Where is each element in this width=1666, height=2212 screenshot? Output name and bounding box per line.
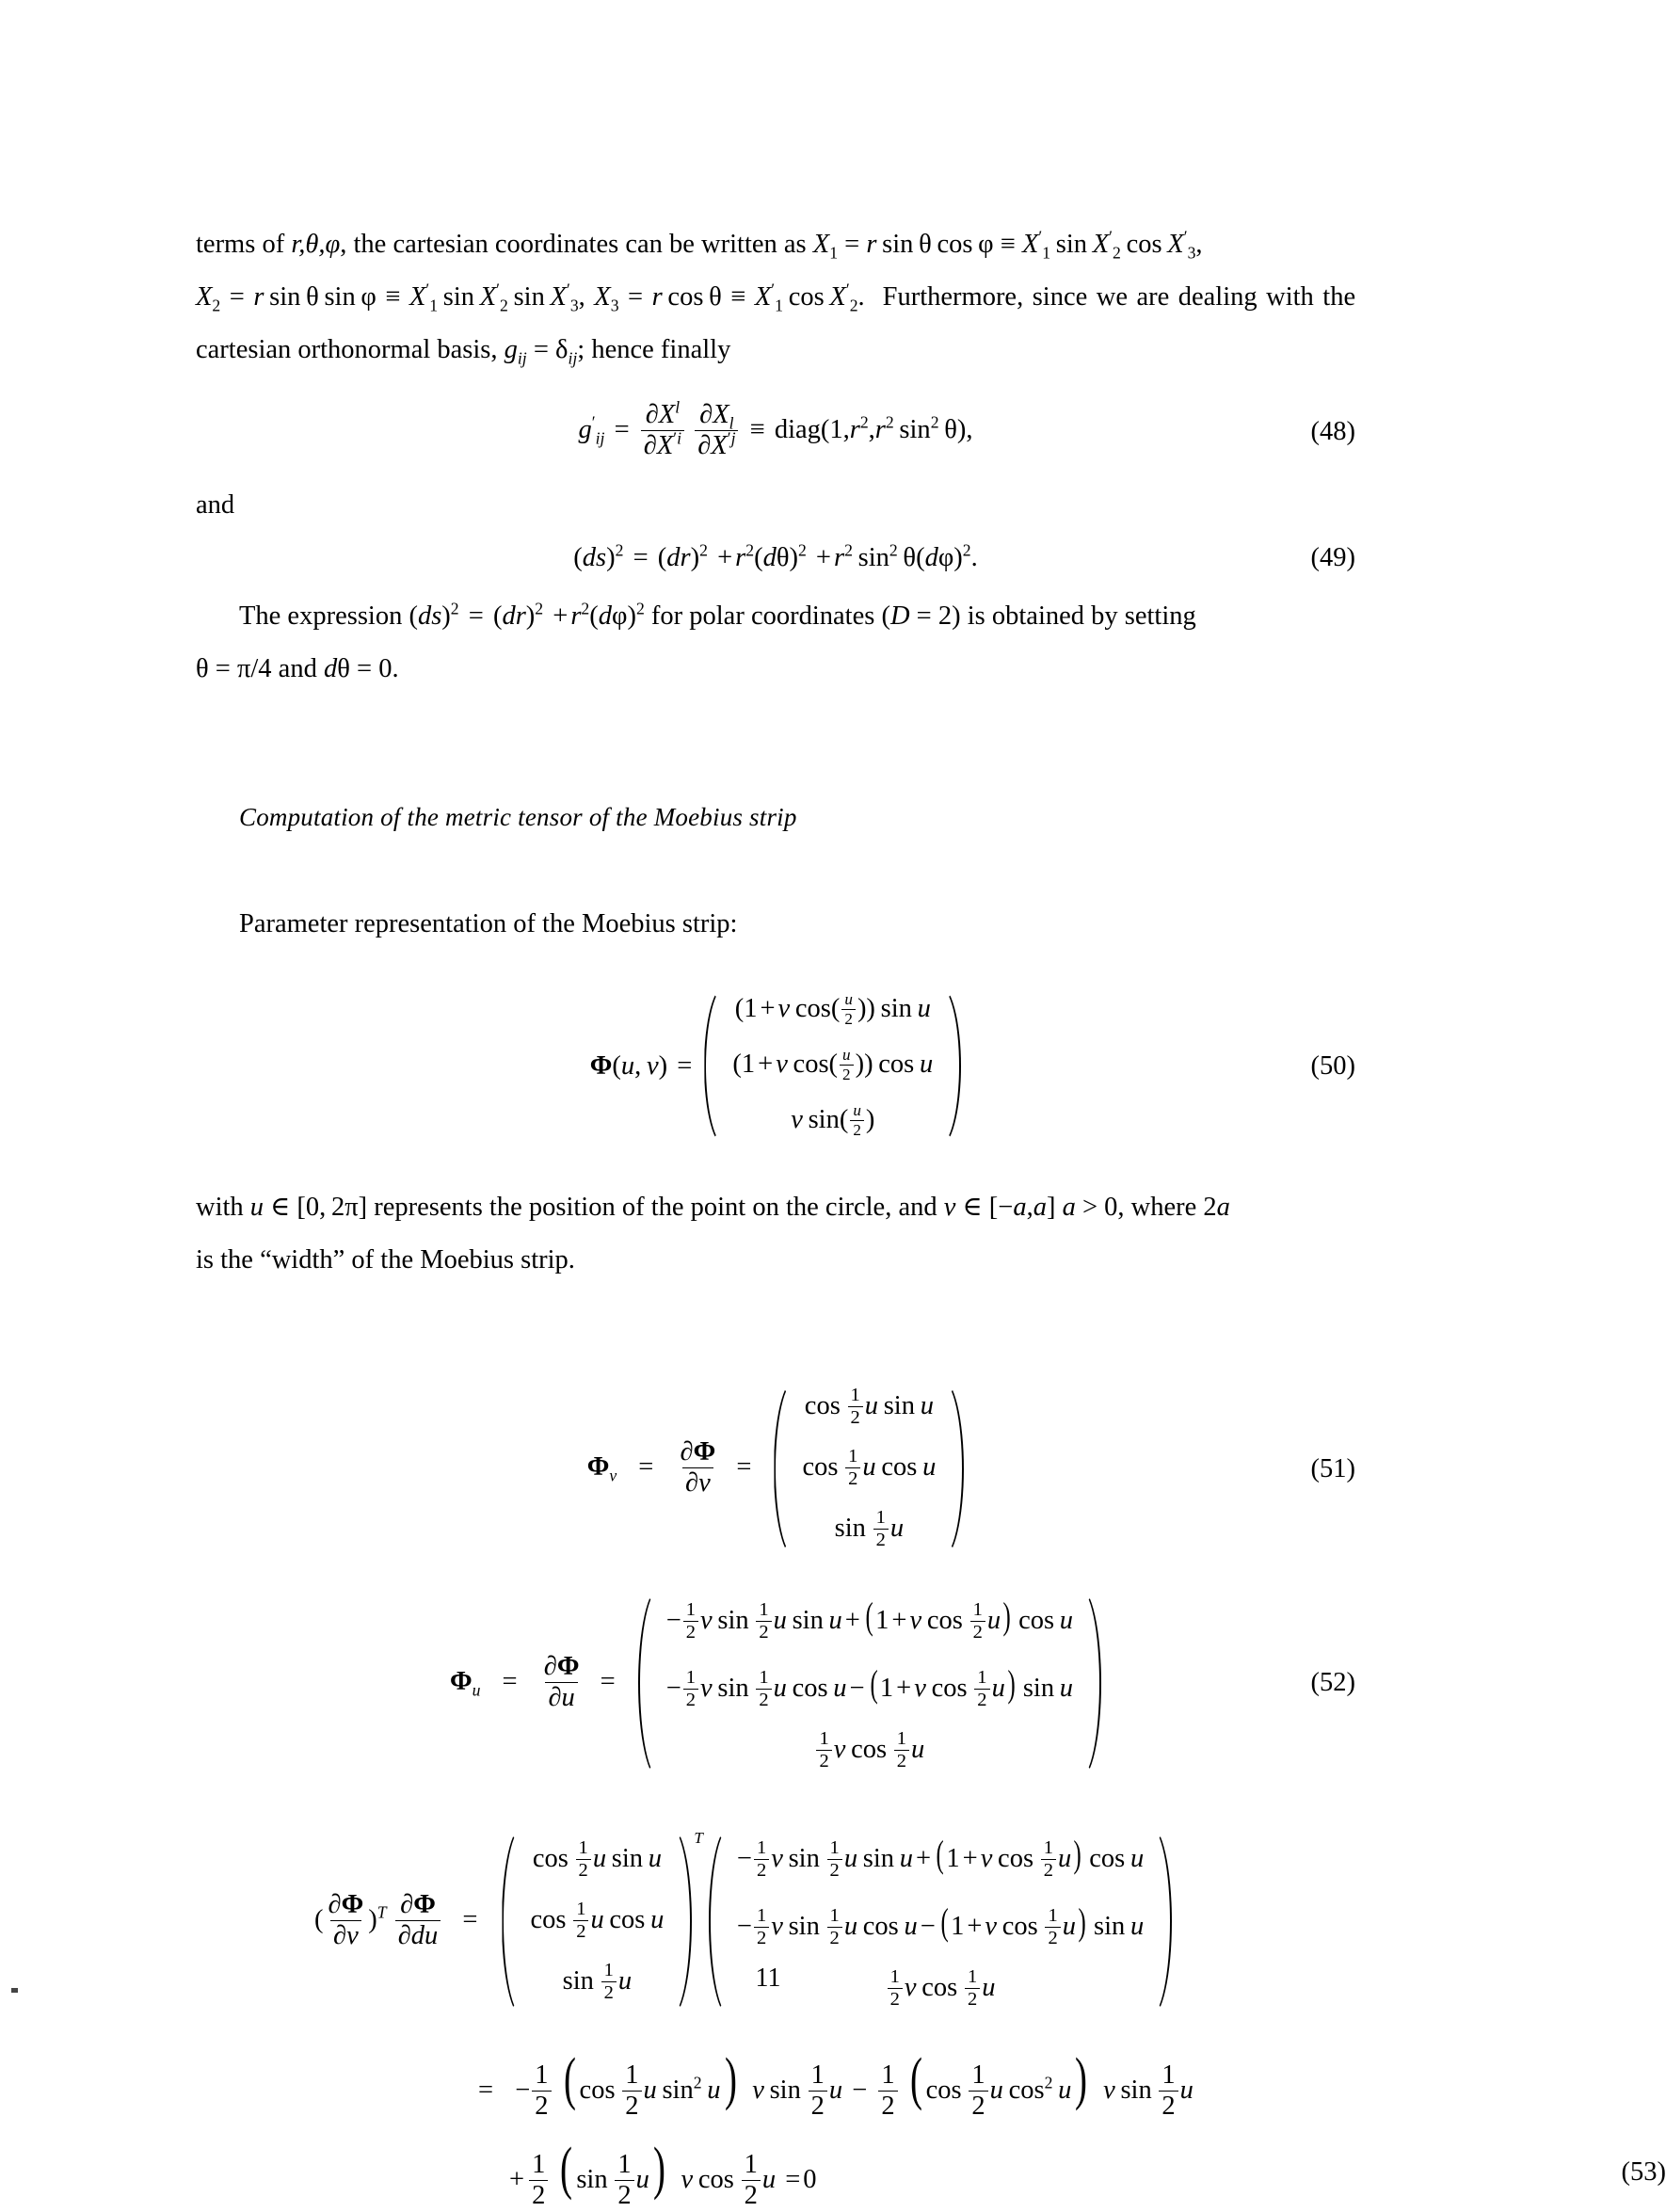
eq53b-row-1: − $\frac{1}{2}$ v sin $\frac{1}{2}$ u sin u + (1 + v cos $\frac{1}{2}$ u) cos u	[736, 1832, 1145, 1881]
eq-x3-inline: $X_3 = r$ $\cos \theta \equiv X'_1$ $\cos X'_2$.	[594, 280, 874, 315]
equation-50	[196, 983, 1355, 1149]
eq51-row-2: cos $\frac{1}{2}$ u cos u	[802, 1446, 937, 1489]
eq53a-row-3: sin $\frac{1}{2}$ u	[562, 1959, 633, 2003]
equation-48-number: (48)	[1310, 416, 1355, 446]
and-label: and	[196, 490, 235, 520]
p2-lead: The expression	[239, 601, 403, 631]
equation-53-number: (53)	[1621, 2157, 1666, 2188]
equation-48-body: $g'_{ij}$ = $\frac{\partial X^l}{\partial X^{'i}}$ $\frac{\partial X_l}{\partial X^{'j}}$ ≡ $diag(1,r^2,r^2$ $\sin^2 \theta$),	[578, 397, 973, 460]
eq50-paren-right	[940, 983, 961, 1149]
page-content	[196, 218, 1666, 2212]
eq52-matrix	[659, 1585, 1081, 1782]
eq50-paren-left	[704, 983, 725, 1149]
eq53-transpose-exponent: T	[694, 1828, 703, 1847]
eq52-derivative: $\frac{\partial\Phi}{\partial u}$	[543, 1651, 580, 1712]
p1-tail: Furthermore, since we are dealing	[873, 282, 1258, 312]
p4-a-positive: a > 0,	[1062, 1193, 1125, 1222]
section-heading: Computation of the metric tensor of the Moebius strip	[239, 803, 797, 831]
eq48-frac-2: $\frac{\partial X_l}{\partial X^{'j}}$	[695, 400, 738, 461]
equation-50-number: (50)	[1310, 1050, 1355, 1081]
eq53-line3-body: + $\frac{1}{2}$ ( sin $\frac{1}{2}$ u) v cos $\frac{1}{2}$ u = 0	[509, 2134, 817, 2210]
p2-line2: θ = π/4 and dθ = 0.	[196, 654, 399, 683]
eq53b-row-3: $\frac{1}{2}$ v cos $\frac{1}{2}$ u	[886, 1959, 996, 2020]
equation-53-line-2	[196, 2044, 1638, 2123]
equation-49-number: (49)	[1310, 543, 1355, 572]
eq48-frac-1: $\frac{\partial X^l}{\partial X^{'i}}$	[641, 400, 684, 461]
eq53-line2-body: = − $\frac{1}{2}$ ( cos $\frac{1}{2}$ u $\sin^2 u$) v sin $\frac{1}{2}$ u − $\frac{1}{2}$ ( cos $\frac{1}{2}$ u $\cos^2 u$) v sin $\frac{1}{2}$ u	[478, 2044, 1193, 2121]
p2-tail: is obtained by setting	[967, 601, 1196, 631]
p1-lead: terms of	[196, 230, 285, 259]
p4-mid: represents the position of the point on the circle, and	[374, 1193, 937, 1222]
eq51-paren-left	[774, 1377, 794, 1561]
p4-lead: with	[196, 1193, 244, 1222]
p1-line3: with the cartesian orthonormal basis,	[196, 282, 1356, 364]
eq51-paren-right	[943, 1377, 964, 1561]
eq51-matrix	[794, 1377, 943, 1561]
eq53-dphi-ddu: $\frac{\partial\Phi}{\partial du}$	[395, 1890, 441, 1951]
p1-variables: r,θ,φ	[291, 230, 341, 259]
equation-49	[196, 540, 1355, 573]
paragraph-param-rep: Parameter representation of the Moebius strip:	[239, 909, 738, 938]
eq53-lhs: ( $\frac{\partial\Phi}{\partial v}$ )$^T$ $\frac{\partial\Phi}{\partial du}$ =	[314, 1889, 478, 1950]
p4-v-range: v ∈ [−a,a]	[943, 1193, 1056, 1222]
eq50-row-2: (1 + v cos( $\frac{u}{2}$ )) cos u	[732, 1046, 934, 1083]
page-number: 11	[755, 1964, 781, 1993]
eq50-row-1: (1 + v cos( $\frac{u}{2}$ )) sin u	[734, 990, 931, 1028]
eq52-paren-left	[638, 1585, 659, 1782]
p4-line2: is the “width” of the Moebius strip.	[196, 1245, 575, 1274]
equation-52	[196, 1585, 1355, 1782]
eq52-lhs: $\Phi_u$ = $\frac{\partial\Phi}{\partial u}$ =	[449, 1651, 616, 1712]
eq52-row-2: − $\frac{1}{2}$ v sin $\frac{1}{2}$ u cos u − (1 + v cos $\frac{1}{2}$ u) sin u	[665, 1661, 1074, 1710]
equation-52-body	[450, 1585, 1101, 1782]
eq52-row-1: − $\frac{1}{2}$ v sin $\frac{1}{2}$ u sin u + (1 + v cos $\frac{1}{2}$ u) cos u	[665, 1595, 1074, 1643]
p4-u-range: u ∈ [0, 2π]	[249, 1193, 368, 1222]
eq-x1-inline: $X_1 = r$ sin θ $\cos \varphi \equiv X'_1$ $\sin X'_2$ $\cos X'_3$,	[812, 227, 1203, 263]
eq-x2-inline: $X_2 = r$ sin θ $\sin \varphi \equiv X'_1$ $\sin X'_2$ $\sin X'_3$,	[196, 280, 595, 315]
eq50-row-3: v sin( $\frac{u}{2}$ )	[791, 1101, 875, 1139]
eq53a-row-2: cos $\frac{1}{2}$ u cos u	[530, 1898, 665, 1942]
p4-tail: where	[1130, 1193, 1197, 1222]
eq50-lhs: Φ(u, v) =	[589, 1050, 693, 1081]
equation-48	[196, 397, 1355, 462]
equation-53-line-3	[196, 2134, 1666, 2212]
eq52-row-3: $\frac{1}{2}$ v cos $\frac{1}{2}$ u	[814, 1721, 924, 1782]
paragraph-coordinates	[196, 218, 1355, 377]
eq52-paren-right	[1081, 1585, 1101, 1782]
p2-condition: (D = 2)	[881, 601, 961, 631]
p1-line3b: hence finally	[591, 335, 731, 364]
equation-49-body: $(ds)^2 = (dr)^2 + r^2(d\theta)^2 + r^2$ $\sin^2 \theta(d\varphi)^2$.	[573, 540, 978, 572]
eq51-lhs: $\Phi_v$ = $\frac{\partial\Phi}{\partial v}$ =	[586, 1437, 752, 1498]
paragraph-polar	[196, 590, 1355, 696]
eq50-matrix	[725, 983, 940, 1149]
eq53-dphi-dv: $\frac{\partial\Phi}{\partial v}$	[328, 1889, 364, 1950]
eq51-row-1: cos $\frac{1}{2}$ u sin u	[804, 1385, 934, 1428]
eq51-row-3: sin $\frac{1}{2}$ u	[834, 1507, 905, 1550]
paragraph-domain: with u ∈ [0, 2π] represents the position of the point on the circle, and v ∈ [−a,a] a > 0, where 2a is the “width” of the Moebius strip.	[196, 1193, 1230, 1274]
p1-mid: , the cartesian coordinates can be written as	[340, 230, 807, 259]
equation-51-body	[587, 1377, 965, 1561]
equation-51-number: (51)	[1310, 1453, 1355, 1483]
equation-51	[196, 1377, 1355, 1561]
eq53a-row-1: cos $\frac{1}{2}$ u sin u	[532, 1836, 662, 1881]
eq53b-row-2: − $\frac{1}{2}$ v sin $\frac{1}{2}$ u cos u − (1 + v cos $\frac{1}{2}$ u) sin u	[736, 1899, 1145, 1948]
eq-gij-delta: $g_{ij} = \delta_{ij}$;	[504, 335, 585, 368]
p2-expression: $(ds)^2 = (dr)^2 + r^2(d\varphi)^2$	[408, 599, 645, 631]
equation-50-body	[590, 983, 961, 1149]
eq51-derivative: $\frac{\partial\Phi}{\partial v}$	[680, 1437, 716, 1498]
equation-52-number: (52)	[1310, 1668, 1355, 1698]
p2-mid: for polar coordinates	[650, 601, 875, 631]
